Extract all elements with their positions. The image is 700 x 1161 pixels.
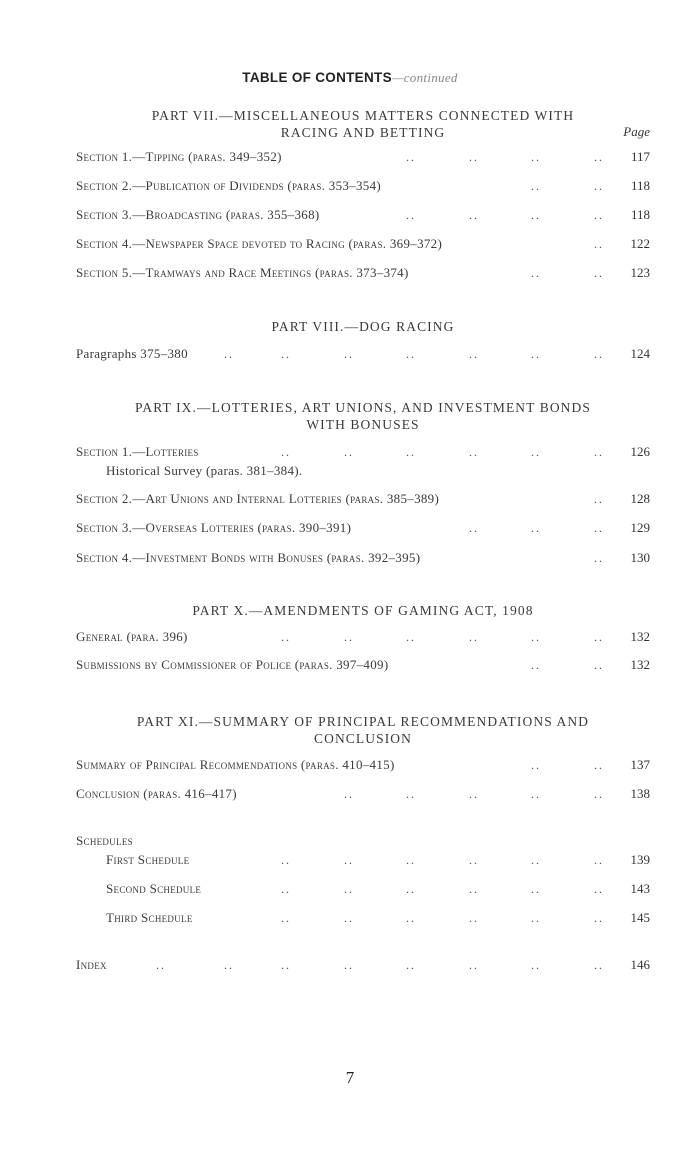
toc-entry[interactable] (106, 851, 650, 869)
dot-leader: .. .. .. .. .. .. (281, 911, 604, 925)
entry-text: Second Schedule (106, 881, 202, 896)
dot-leader: .. (594, 237, 604, 251)
entry-text: Submissions by Commissioner of Police (paras. 397–409) (76, 657, 389, 672)
title-text: TABLE OF CONTENTS (242, 70, 392, 85)
entry-page-number: 139 (630, 852, 650, 867)
dot-leader: .. .. .. .. .. (344, 787, 604, 801)
toc-entry[interactable] (76, 264, 650, 282)
toc-entry[interactable] (76, 177, 650, 195)
dot-leader: .. .. (531, 266, 604, 280)
dot-leader: .. .. .. .. .. .. (281, 445, 604, 459)
schedules-label (76, 832, 650, 850)
heading-line-1: PART X.—AMENDMENTS OF GAMING ACT, 1908 (192, 603, 534, 618)
toc-entry[interactable] (76, 785, 650, 803)
entry-page-number: 123 (630, 265, 650, 280)
dot-leader: .. .. (531, 179, 604, 193)
dot-leader: .. .. (531, 658, 604, 672)
entry-text: Third Schedule (106, 910, 193, 925)
entry-text: Section 3.—Overseas Lotteries (paras. 390–391) (76, 520, 352, 535)
part-x-heading (76, 602, 650, 619)
entry-text: Section 5.—Tramways and Race Meetings (paras. 373–374) (76, 265, 409, 280)
entry-page-number: 129 (630, 520, 650, 535)
entry-text: Summary of Principal Recommendations (paras. 410–415) (76, 757, 395, 772)
entry-page-number: 137 (630, 757, 650, 772)
part-vii-heading (76, 107, 650, 141)
entry-page-number: 128 (630, 491, 650, 506)
toc-entry[interactable] (76, 345, 650, 363)
toc-entry[interactable] (76, 148, 650, 166)
dot-leader: .. .. .. .. (406, 150, 604, 164)
dot-leader: .. .. .. (469, 521, 604, 535)
entry-page-number: 145 (630, 910, 650, 925)
entry-page-number: 118 (630, 178, 650, 193)
entry-page-number: 132 (630, 629, 650, 644)
entry-text: Section 1.—Lotteries (76, 444, 199, 459)
toc-entry[interactable] (76, 756, 650, 774)
entry-text: Section 2.—Publication of Dividends (paras. 353–354) (76, 178, 382, 193)
entry-text: Section 2.—Art Unions and Internal Lotteries (paras. 385–389) (76, 491, 440, 506)
entry-text: General (para. 396) (76, 629, 188, 644)
toc-entry[interactable] (76, 235, 650, 253)
entry-page-number: 138 (630, 786, 650, 801)
heading-line-1: PART VIII.—DOG RACING (271, 319, 455, 334)
entry-page-number: 124 (630, 346, 650, 361)
toc-entry[interactable] (106, 909, 650, 927)
part-viii-heading (76, 318, 650, 335)
toc-entry[interactable] (76, 628, 650, 646)
toc-entry[interactable] (76, 519, 650, 537)
dot-leader: .. (594, 492, 604, 506)
heading-line-2: WITH BONUSES (306, 417, 420, 432)
heading-line-1: PART VII.—MISCELLANEOUS MATTERS CONNECTED WITH (151, 108, 575, 123)
entry-text: First Schedule (106, 852, 190, 867)
heading-line-2: RACING AND BETTING (280, 125, 446, 140)
entry-page-number: 122 (630, 236, 650, 251)
dot-leader: .. .. (531, 758, 604, 772)
continued-label: —continued (391, 70, 458, 85)
page-number: 7 (345, 1068, 355, 1087)
entry-text: Section 1.—Tipping (paras. 349–352) (76, 149, 282, 164)
entry-page-number: 143 (630, 881, 650, 896)
entry-text: Paragraphs 375–380 (76, 346, 188, 361)
heading-line-1: PART XI.—SUMMARY OF PRINCIPAL RECOMMENDATIONS AND (136, 714, 590, 729)
entry-page-number: 118 (630, 207, 650, 222)
entry-text: Section 4.—Newspaper Space devoted to Racing (paras. 369–372) (76, 236, 443, 251)
heading-line-1: PART IX.—LOTTERIES, ART UNIONS, AND INVESTMENT BONDS (135, 400, 591, 415)
dot-leader: .. (594, 551, 604, 565)
part-ix-heading (76, 399, 650, 433)
toc-entry[interactable] (76, 490, 650, 508)
entry-text: Conclusion (paras. 416–417) (76, 786, 237, 801)
dot-leader: .. .. .. .. .. .. .. (224, 347, 604, 361)
entry-text: Section 3.—Broadcasting (paras. 355–368) (76, 207, 320, 222)
toc-entry[interactable] (76, 443, 650, 461)
entry-page-number: 117 (630, 149, 650, 164)
entry-page-number: 126 (630, 444, 650, 459)
dot-leader: .. .. .. .. .. .. (281, 630, 604, 644)
entry-page-number: 132 (630, 657, 650, 672)
page-column-label: Page (623, 124, 650, 139)
heading-line-2: CONCLUSION (313, 731, 412, 746)
part-xi-heading (76, 713, 650, 747)
dot-leader: .. .. .. .. .. .. (281, 882, 604, 896)
toc-entry[interactable] (76, 549, 650, 567)
page-title (0, 70, 700, 86)
toc-entry[interactable] (76, 206, 650, 224)
entry-text: Section 4.—Investment Bonds with Bonuses (paras. 392–395) (76, 550, 421, 565)
entry-page-number: 130 (630, 550, 650, 565)
schedules-label-text: Schedules (76, 833, 133, 848)
dot-leader: .. .. .. .. .. .. (281, 853, 604, 867)
entry-page-number: 146 (630, 957, 650, 972)
toc-entry[interactable] (106, 880, 650, 898)
toc-entry-index[interactable] (76, 956, 650, 974)
toc-entry[interactable] (76, 656, 650, 674)
dot-leader: .. .. .. .. .. .. .. .. (156, 958, 604, 972)
historical-survey-subentry[interactable]: Historical Survey (paras. 381–384). (106, 463, 303, 478)
entry-text: Index (76, 957, 107, 972)
dot-leader: .. .. .. .. (406, 208, 604, 222)
